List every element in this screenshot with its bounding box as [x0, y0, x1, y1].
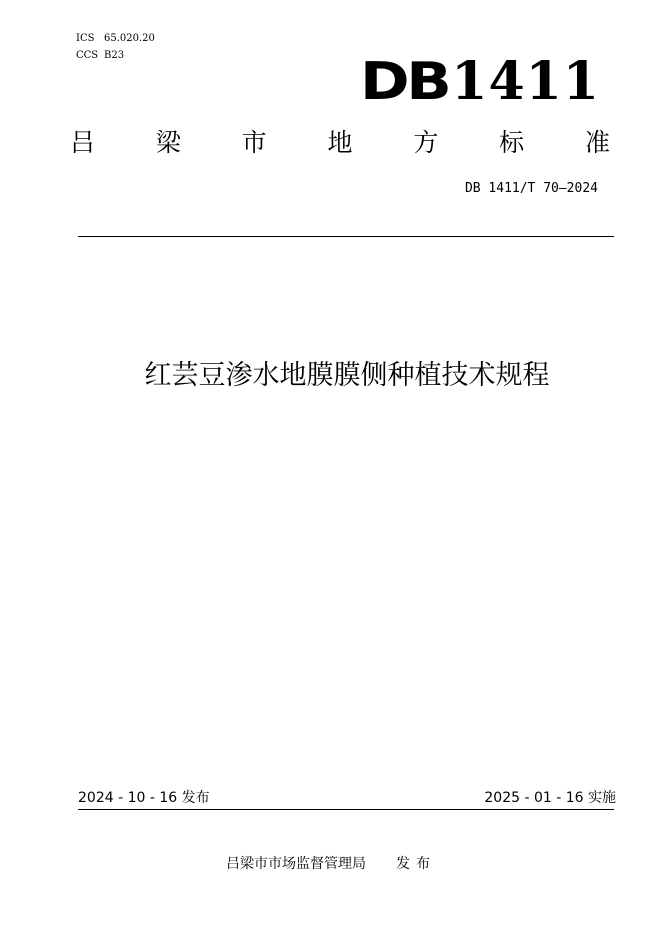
header-divider [78, 236, 614, 237]
ccs-label: CCS [76, 50, 99, 61]
category-char: 梁 [155, 128, 181, 157]
category-char: 吕 [70, 128, 96, 157]
release-date: 2024 - 10 - 16 发布 [78, 790, 210, 806]
logo-prefix: DB [360, 52, 449, 112]
footer-divider [78, 809, 614, 810]
implementation-date: 2025 - 01 - 16 实施 [484, 790, 616, 806]
category-char: 市 [241, 128, 267, 157]
ics-code [76, 32, 155, 46]
ics-label: ICS [76, 33, 95, 44]
publisher [226, 854, 436, 874]
document-title: 红芸豆渗水地膜膜侧种植技术规程 [144, 360, 550, 391]
logo-code: 1411 [451, 51, 600, 112]
ics-value: 65.020.20 [104, 33, 155, 44]
standard-number: DB 1411/T 70—2024 [464, 181, 598, 196]
ccs-value: B23 [104, 50, 125, 61]
publish-action: 发布 [396, 856, 436, 872]
category-char: 准 [584, 128, 610, 157]
standard-category [70, 125, 610, 161]
ccs-code [76, 49, 124, 63]
category-char: 标 [499, 128, 525, 157]
publisher-name: 吕梁市市场监督管理局 [226, 856, 366, 872]
standard-logo [360, 52, 600, 112]
category-char: 地 [327, 128, 353, 157]
category-char: 方 [413, 128, 439, 157]
